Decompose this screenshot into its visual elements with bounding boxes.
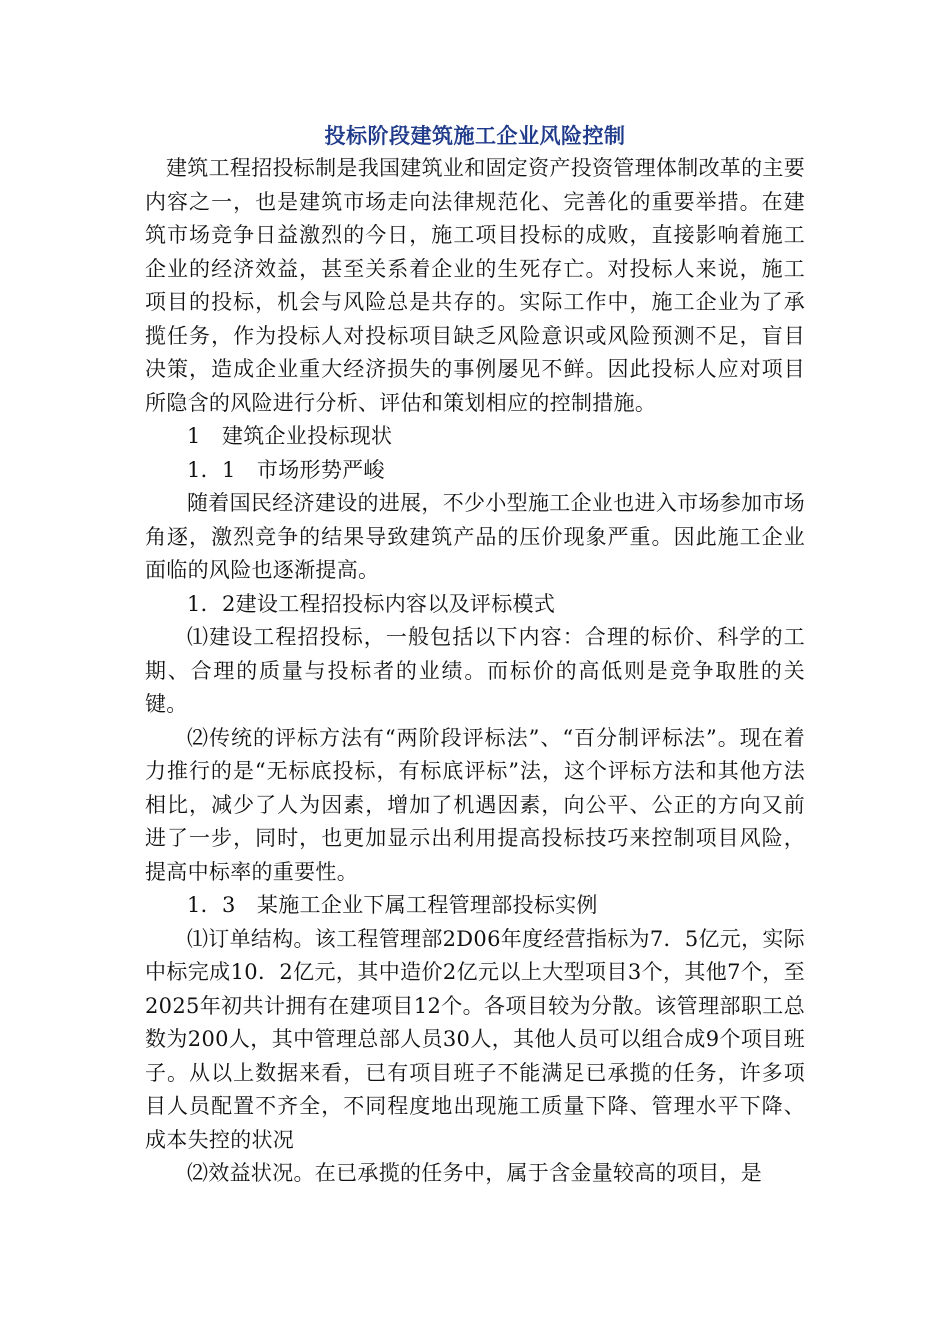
paragraph-1-2-2: ⑵传统的评标方法有“两阶段评标法”、“百分制评标法”。现在着力推行的是“无标底投标，有标底评标”法，这个评标方法和其他方法相比，减少了人为因素，增加了机遇因素，向公平、公正的方向又前进了一步，同时，也更加显示出利用提高投标技巧来控制项目风险，提高中标率的重要性。 <box>145 725 805 884</box>
paragraph-1-1: 随着国民经济建设的进展，不少小型施工企业也进入市场参加市场角逐，激烈竞争的结果导致建筑产品的压价现象严重。因此施工企业面临的风险也逐渐提高。 <box>145 491 805 582</box>
section-heading-1: 1 建筑企业投标现状 <box>187 424 393 448</box>
subsection-heading-1-1: 1．1 市场形势严峻 <box>187 457 385 482</box>
document-body <box>145 119 805 1191</box>
intro-paragraph: 建筑工程招投标制是我国建筑业和固定资产投资管理体制改革的主要内容之一，也是建筑市场走向法律规范化、完善化的重要举措。在建筑市场竞争日益激烈的今日，施工项目投标的成败，直接影响着施工企业的经济效益，甚至关系着企业的生死存亡。对投标人来说，施工项目的投标，机会与风险总是共存的。实际工作中，施工企业为了承揽任务，作为投标人对投标项目缺乏风险意识或风险预测不足，盲目决策，造成企业重大经济损失的事例屡见不鲜。因此投标人应对项目所隐含的风险进行分析、评估和策划相应的控制措施。 <box>145 156 805 415</box>
subsection-heading-1-3: 1．3 某施工企业下属工程管理部投标实例 <box>187 893 598 917</box>
paragraph-1-3-2: ⑵效益状况。在已承揽的任务中，属于含金量较高的项目，是 <box>187 1161 763 1185</box>
paragraph-1-3-1: ⑴订单结构。该工程管理部2D06年度经营指标为7．5亿元，实际中标完成10．2亿元，其中造价2亿元以上大型项目3个，其他7个，至2025年初共计拥有在建项目12个。各项目较为分散。该管理部职工总数为200人，其中管理总部人员30人，其他人员可以组合成9个项目班子。从以上数据来看，已有项目班子不能满足已承揽的任务，许多项目人员配置不齐全，不同程度地出现施工质量下降、管理水平下降、成本失控的状况 <box>145 926 805 1152</box>
paragraph-1-2-1: ⑴建设工程招投标，一般包括以下内容：合理的标价、科学的工期、合理的质量与投标者的业绩。而标价的高低则是竞争取胜的关键。 <box>145 625 805 716</box>
document-title: 投标阶段建筑施工企业风险控制 <box>324 123 626 148</box>
subsection-heading-1-2: 1．2建设工程招投标内容以及评标模式 <box>187 591 556 616</box>
